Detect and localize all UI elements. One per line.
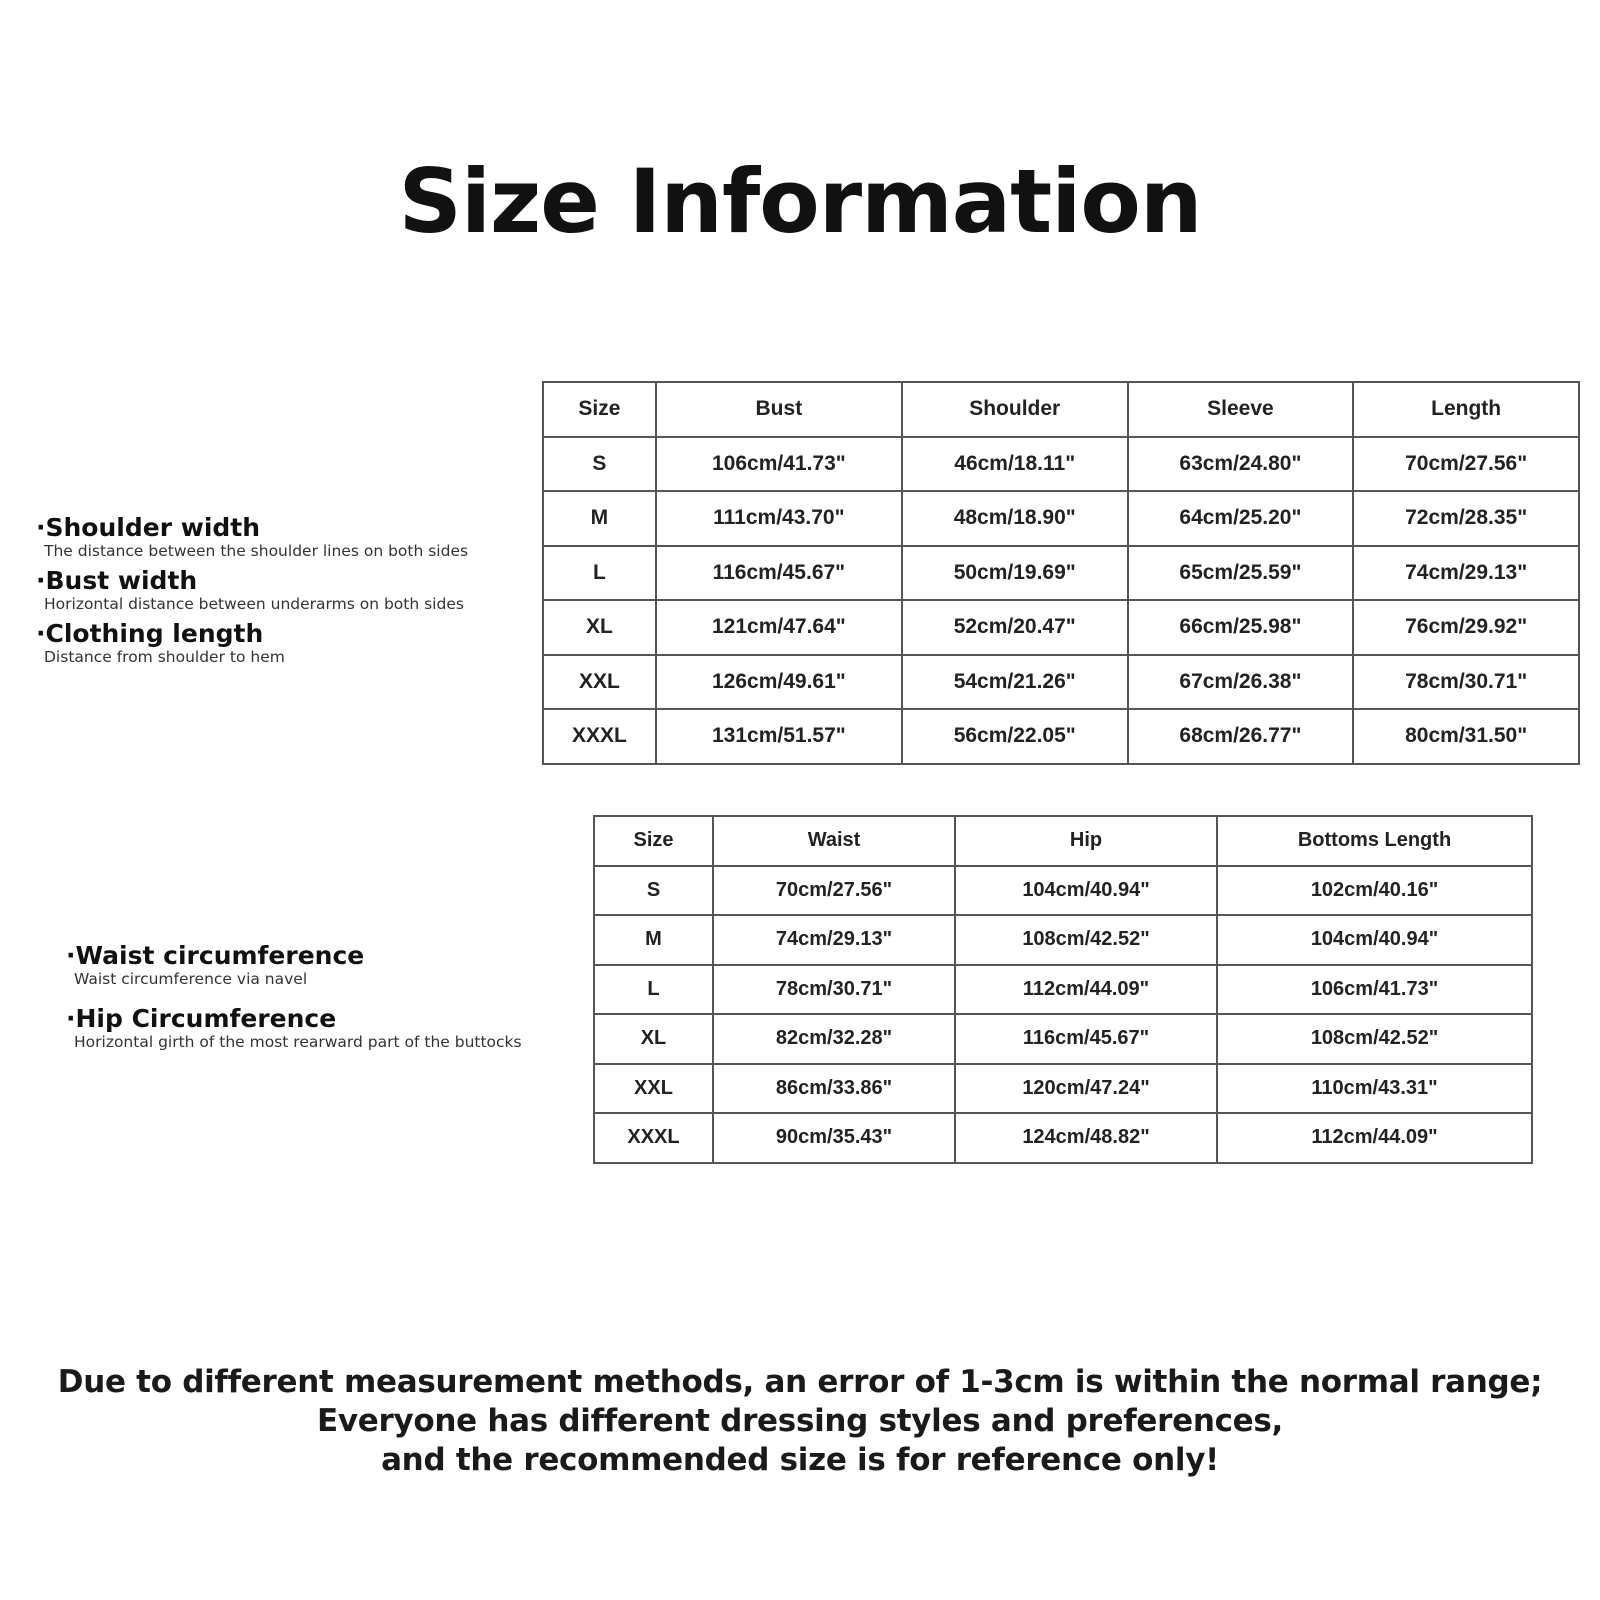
- table-row: [594, 1014, 1532, 1064]
- size-cell: S: [543, 437, 656, 492]
- definition-title: ·Clothing length: [36, 619, 264, 648]
- top-measurement-definitions: [36, 514, 468, 673]
- measurement-cell: 102cm/40.16": [1217, 866, 1532, 916]
- table-row: [594, 915, 1532, 965]
- column-header: Sleeve: [1128, 382, 1354, 437]
- measurement-cell: 120cm/47.24": [955, 1064, 1217, 1114]
- size-cell: XXXL: [543, 709, 656, 764]
- table-row: [594, 1113, 1532, 1163]
- table-row: [543, 491, 1579, 546]
- table-header-row: [543, 382, 1579, 437]
- size-cell: L: [594, 965, 713, 1015]
- size-cell: S: [594, 866, 713, 916]
- definition-title: ·Bust width: [36, 566, 198, 595]
- table-row: [543, 437, 1579, 492]
- measurement-cell: 112cm/44.09": [1217, 1113, 1532, 1163]
- measurement-cell: 70cm/27.56": [713, 866, 955, 916]
- page-title: Size Information: [398, 150, 1202, 253]
- measurement-cell: 72cm/28.35": [1353, 491, 1579, 546]
- column-header: Size: [594, 816, 713, 866]
- definition-title: ·Shoulder width: [36, 513, 261, 542]
- table-row: [543, 600, 1579, 655]
- measurement-cell: 110cm/43.31": [1217, 1064, 1532, 1114]
- size-cell: M: [543, 491, 656, 546]
- measurement-cell: 90cm/35.43": [713, 1113, 955, 1163]
- table-row: [594, 866, 1532, 916]
- size-cell: M: [594, 915, 713, 965]
- measurement-cell: 106cm/41.73": [656, 437, 902, 492]
- table-header-row: [594, 816, 1532, 866]
- measurement-cell: 121cm/47.64": [656, 600, 902, 655]
- column-header: Bust: [656, 382, 902, 437]
- definition-description: Horizontal girth of the most rearward part of the buttocks: [74, 1033, 522, 1051]
- measurement-cell: 124cm/48.82": [955, 1113, 1217, 1163]
- column-header: Hip: [955, 816, 1217, 866]
- measurement-cell: 46cm/18.11": [902, 437, 1128, 492]
- measurement-cell: 131cm/51.57": [656, 709, 902, 764]
- measurement-cell: 65cm/25.59": [1128, 546, 1354, 601]
- measurement-cell: 66cm/25.98": [1128, 600, 1354, 655]
- definition-waist-circumference: [66, 942, 522, 988]
- disclaimer-line: Everyone has different dressing styles and preferences,: [316, 1403, 1284, 1439]
- measurement-cell: 112cm/44.09": [955, 965, 1217, 1015]
- table-row: [594, 1064, 1532, 1114]
- measurement-cell: 56cm/22.05": [902, 709, 1128, 764]
- definition-description: Distance from shoulder to hem: [44, 648, 285, 666]
- table-row: [594, 965, 1532, 1015]
- column-header: Length: [1353, 382, 1579, 437]
- measurement-cell: 106cm/41.73": [1217, 965, 1532, 1015]
- size-cell: XXL: [543, 655, 656, 710]
- measurement-cell: 48cm/18.90": [902, 491, 1128, 546]
- measurement-cell: 50cm/19.69": [902, 546, 1128, 601]
- bottom-size-table: [593, 815, 1533, 1164]
- definition-description: Waist circumference via navel: [74, 970, 308, 988]
- size-cell: XXXL: [594, 1113, 713, 1163]
- measurement-cell: 52cm/20.47": [902, 600, 1128, 655]
- column-header: Shoulder: [902, 382, 1128, 437]
- column-header: Waist: [713, 816, 955, 866]
- definition-title: ·Waist circumference: [66, 941, 365, 970]
- measurement-cell: 104cm/40.94": [1217, 915, 1532, 965]
- measurement-cell: 104cm/40.94": [955, 866, 1217, 916]
- table-row: [543, 546, 1579, 601]
- disclaimer-line: and the recommended size is for reference only!: [381, 1442, 1219, 1478]
- disclaimer-line: Due to different measurement methods, an error of 1-3cm is within the normal range;: [57, 1364, 1543, 1400]
- measurement-cell: 82cm/32.28": [713, 1014, 955, 1064]
- column-header: Bottoms Length: [1217, 816, 1532, 866]
- top-size-table: [542, 381, 1580, 765]
- measurement-cell: 67cm/26.38": [1128, 655, 1354, 710]
- measurement-cell: 126cm/49.61": [656, 655, 902, 710]
- measurement-cell: 64cm/25.20": [1128, 491, 1354, 546]
- measurement-cell: 54cm/21.26": [902, 655, 1128, 710]
- definition-shoulder-width: [36, 514, 468, 560]
- definition-bust-width: [36, 567, 468, 613]
- measurement-cell: 78cm/30.71": [1353, 655, 1579, 710]
- size-cell: L: [543, 546, 656, 601]
- definition-description: Horizontal distance between underarms on both sides: [44, 595, 464, 613]
- measurement-cell: 74cm/29.13": [713, 915, 955, 965]
- measurement-cell: 86cm/33.86": [713, 1064, 955, 1114]
- measurement-disclaimer: [0, 1363, 1600, 1480]
- measurement-cell: 74cm/29.13": [1353, 546, 1579, 601]
- size-cell: XL: [543, 600, 656, 655]
- measurement-cell: 116cm/45.67": [955, 1014, 1217, 1064]
- size-cell: XL: [594, 1014, 713, 1064]
- bottom-measurement-definitions: [66, 942, 522, 1068]
- table-row: [543, 655, 1579, 710]
- measurement-cell: 116cm/45.67": [656, 546, 902, 601]
- definition-description: The distance between the shoulder lines on both sides: [44, 542, 469, 560]
- measurement-cell: 78cm/30.71": [713, 965, 955, 1015]
- size-cell: XXL: [594, 1064, 713, 1114]
- definition-clothing-length: [36, 620, 468, 666]
- measurement-cell: 111cm/43.70": [656, 491, 902, 546]
- measurement-cell: 63cm/24.80": [1128, 437, 1354, 492]
- definition-hip-circumference: [66, 1005, 522, 1051]
- definition-title: ·Hip Circumference: [66, 1004, 337, 1033]
- measurement-cell: 108cm/42.52": [1217, 1014, 1532, 1064]
- measurement-cell: 108cm/42.52": [955, 915, 1217, 965]
- measurement-cell: 68cm/26.77": [1128, 709, 1354, 764]
- measurement-cell: 70cm/27.56": [1353, 437, 1579, 492]
- measurement-cell: 76cm/29.92": [1353, 600, 1579, 655]
- table-row: [543, 709, 1579, 764]
- measurement-cell: 80cm/31.50": [1353, 709, 1579, 764]
- column-header: Size: [543, 382, 656, 437]
